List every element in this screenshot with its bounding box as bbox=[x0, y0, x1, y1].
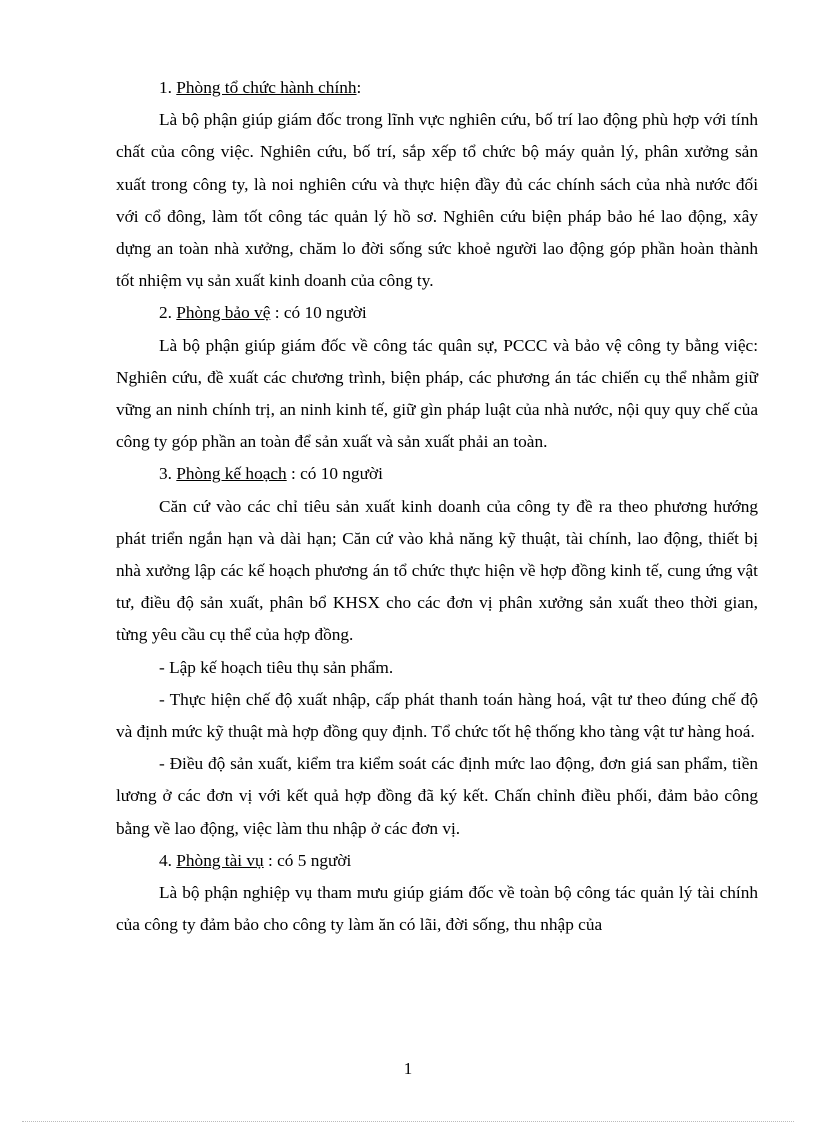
section-3-heading bbox=[116, 458, 758, 490]
section-1-paragraph: Là bộ phận giúp giám đốc trong lĩnh vực nghiên cứu, bố trí lao động phù hợp với tính chất của công việc. Nghiên cứu, bố trí, sắp xếp tổ chức bộ máy quản lý, phân xưởng sản xuất trong công ty, là noi nghiên cứu và thực hiện đầy đủ các chính sách của nhà nước đối với cổ đông, làm tốt công tác quản lý hồ sơ. Nghiên cứu biện pháp bảo hé lao động, xây dựng an toàn nhà xưởng, chăm lo đời sống sức khoẻ người lao động góp phần hoàn thành tốt nhiệm vụ sản xuất kinh doanh của công ty. bbox=[116, 110, 758, 291]
document-body bbox=[116, 72, 758, 941]
section-3-title: Phòng kế hoạch bbox=[176, 464, 287, 484]
section-2-heading bbox=[116, 297, 758, 329]
section-2-title: Phòng bảo vệ bbox=[176, 303, 271, 323]
page-bottom-divider bbox=[22, 1121, 794, 1122]
page-number: 1 bbox=[403, 1059, 413, 1078]
section-1-suffix: : bbox=[356, 78, 362, 97]
section-1-title: Phòng tổ chức hành chính bbox=[176, 78, 357, 97]
section-4-title: Phòng tài vụ bbox=[176, 850, 264, 870]
section-1-heading bbox=[116, 72, 758, 104]
section-4-paragraph: Là bộ phận nghiệp vụ tham mưu giúp giám đốc về toàn bộ công tác quản lý tài chính của công ty đảm bảo cho công ty làm ăn có lãi, đời sống, thu nhập của bbox=[116, 883, 758, 935]
section-3-bullet: - Điều độ sản xuất, kiểm tra kiểm soát các định mức lao động, đơn giá san phẩm, tiền lương ở các đơn vị với kết quả hợp đồng đã ký kết. Chấn chỉnh điều phối, đảm bảo công bằng về lao động, việc làm thu nhập ở các đơn vị. bbox=[116, 754, 758, 838]
section-2-number: 2. bbox=[159, 303, 172, 323]
section-3-number: 3. bbox=[159, 464, 172, 484]
section-4-heading bbox=[116, 845, 758, 877]
section-3-bullet: - Thực hiện chế độ xuất nhập, cấp phát thanh toán hàng hoá, vật tư theo đúng chế độ và định mức kỹ thuật mà hợp đồng quy định. Tổ chức tốt hệ thống kho tàng vật tư hàng hoá. bbox=[116, 689, 758, 742]
section-4-suffix: : có 5 người bbox=[263, 850, 352, 870]
section-3-bullet: - Lập kế hoạch tiêu thụ sản phẩm. bbox=[159, 657, 394, 677]
section-1-number: 1. bbox=[159, 78, 172, 97]
section-3-suffix: : có 10 người bbox=[286, 464, 383, 484]
section-2-paragraph: Là bộ phận giúp giám đốc về công tác quân sự, PCCC và bảo vệ công ty bằng việc: Nghiên cứu, đề xuất các chương trình, biện pháp, các phương án tác chiến cụ thể nhằm giữ vững an ninh chính trị, an ninh kinh tế, giữ gìn pháp luật của nhà nước, nội quy quy chế của công ty góp phần an toàn để sản xuất và sản xuất phải an toàn. bbox=[116, 335, 758, 452]
section-4-number: 4. bbox=[159, 850, 172, 870]
section-3-paragraph: Căn cứ vào các chỉ tiêu sản xuất kinh doanh của công ty đề ra theo phương hướng phát triển ngắn hạn và dài hạn; Căn cứ vào khả năng kỹ thuật, tài chính, lao động, thiết bị nhà xưởng lập các kế hoạch phương án tổ chức thực hiện về hợp đồng kinh tế, cung ứng vật tư, điều độ sản xuất, phân bổ KHSX cho các đơn vị phân xưởng sản xuất theo thời gian, từng yêu cầu cụ thể của hợp đồng. bbox=[116, 496, 758, 645]
section-2-suffix: : có 10 người bbox=[270, 303, 367, 323]
